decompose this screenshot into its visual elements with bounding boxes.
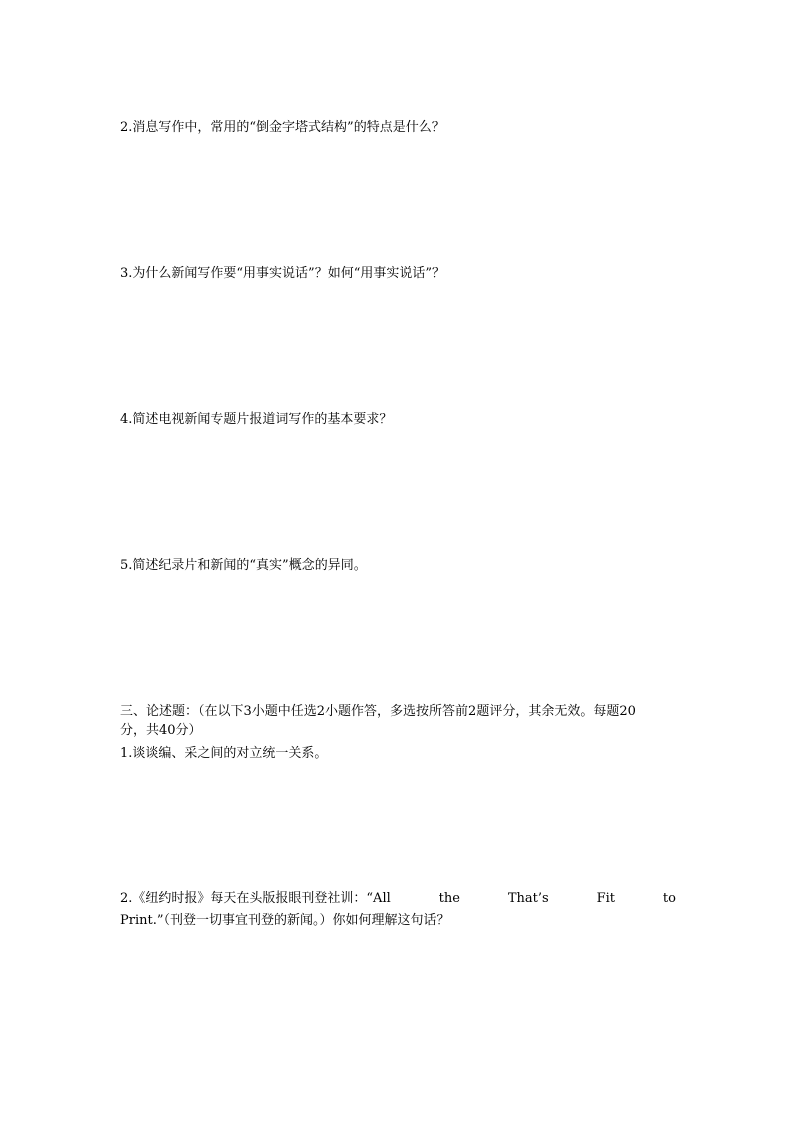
essay-question-2-part: Fit (596, 891, 616, 906)
section-3-heading-line-2: 分，共40分） (120, 723, 202, 738)
essay-question-2-line-1 (120, 889, 676, 909)
essay-question-2-line-2: Print.”（刊登一切事宜刊登的新闻。）你如何理解这句话？ (120, 913, 450, 928)
section-3-heading-line-1: 三、论述题：（在以下3小题中任选2小题作答，多选按所答前2题评分，其余无效。每题20 (120, 704, 636, 719)
question-5-short: 5.简述纪录片和新闻的“真实”概念的异同。 (120, 558, 367, 573)
question-2-short: 2.消息写作中，常用的“倒金字塔式结构”的特点是什么？ (120, 120, 445, 135)
question-3-short: 3.为什么新闻写作要“用事实说话”？如何“用事实说话”？ (120, 266, 445, 281)
essay-question-1: 1.谈谈编、采之间的对立统一关系。 (120, 746, 328, 761)
essay-question-2-part: That’s (507, 891, 549, 906)
essay-question-2-part: 2.《纽约时报》每天在头版报眼刊登社训：“All (120, 891, 391, 906)
essay-question-2-part: to (662, 891, 676, 906)
essay-question-2-part: the (438, 891, 460, 906)
question-4-short: 4.简述电视新闻专题片报道词写作的基本要求？ (120, 412, 393, 427)
